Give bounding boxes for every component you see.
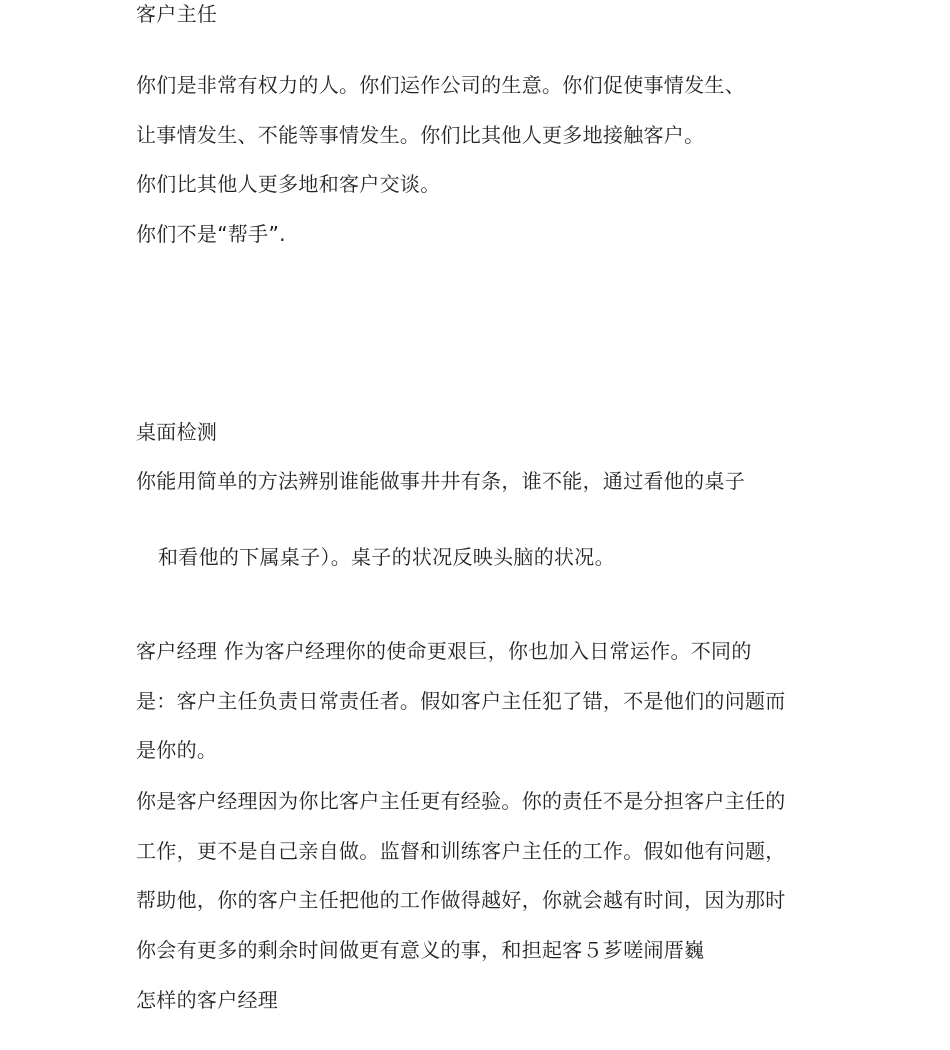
paragraph-line: 你能用简单的方法辨别谁能做事井井有条，谁不能，通过看他的桌子	[136, 469, 745, 493]
paragraph-line: 是你的。	[136, 738, 218, 762]
paragraph-line: 和看他的下属桌子）。桌子的状况反映头脑的状况。	[158, 545, 615, 569]
paragraph-line: 你们是非常有权力的人。你们运作公司的生意。你们促使事情发生、	[136, 73, 745, 97]
paragraph-line: 你是客户经理因为你比客户主任更有经验。你的责任不是分担客户主任的	[136, 789, 786, 813]
paragraph-line: 工作，更不是自己亲自做。监督和训练客户主任的工作。假如他有问题，	[136, 839, 786, 863]
section-heading-desk-check: 桌面检测	[136, 420, 218, 444]
paragraph-line: 是：客户主任负责日常责任者。假如客户主任犯了错，不是他们的问题而	[136, 689, 786, 713]
paragraph-line: 你们不是“帮手”.	[136, 222, 286, 246]
paragraph-line: 怎样的客户经理	[136, 988, 279, 1012]
paragraph-line: 你们比其他人更多地和客户交谈。	[136, 172, 441, 196]
paragraph-line: 客户经理 作为客户经理你的使命更艰巨，你也加入日常运作。不同的	[136, 639, 752, 663]
paragraph-line: 帮助他，你的客户主任把他的工作做得越好，你就会越有时间，因为那时	[136, 888, 786, 912]
paragraph-line: 让事情发生、不能等事情发生。你们比其他人更多地接触客户。	[136, 123, 705, 147]
section-heading-account-supervisor: 客户主任	[136, 2, 218, 26]
paragraph-line: 你会有更多的剩余时间做更有意义的事，和担起客５芗嗟闹厝巍	[136, 938, 705, 962]
